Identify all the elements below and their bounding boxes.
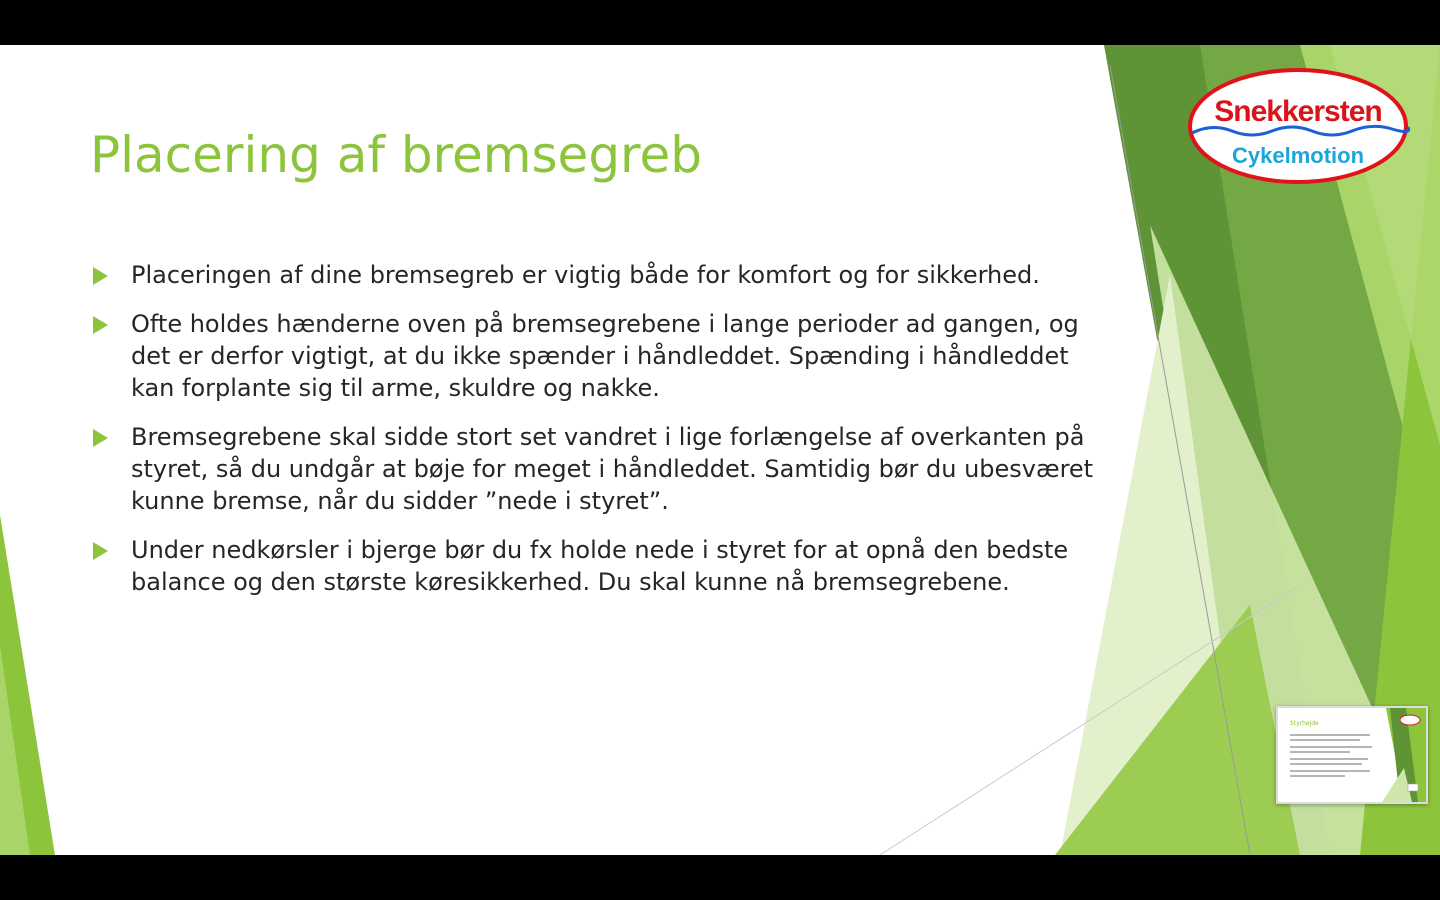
bullet-text: Bremsegrebene skal sidde stort set vandret i lige forlængelse af overkanten på styret, så du undgår at bøje for meget i håndleddet. Samtidig bør du ubesværet kunne bremse, når du sidder ”nede i styret”. [131,423,1094,515]
bullet-item [90,534,1100,598]
slide-title: Placering af bremsegreb [90,126,703,184]
thumbnail-text-line [1290,758,1368,760]
logo-text-snekkersten: Snekkersten [1214,95,1382,128]
triangle-bullet-icon [93,542,108,560]
next-slide-thumbnail[interactable] [1276,706,1428,804]
slide [0,45,1440,855]
triangle-bullet-icon [93,316,108,334]
thumbnail-text-line [1290,775,1345,777]
thumbnail-text-line [1290,763,1362,765]
thumbnail-text-line [1290,770,1370,772]
bullet-item [90,421,1100,517]
bullet-item [90,259,1100,291]
bullet-text: Ofte holdes hænderne oven på bremsegrebene i lange perioder ad gangen, og det er derfor vigtigt, at du ikke spænder i håndleddet. Spænding i håndleddet kan forplante sig til arme, skuldre og nakke. [131,310,1079,402]
bullet-text: Placeringen af dine bremsegreb er vigtig både for komfort og for sikkerhed. [131,261,1040,289]
triangle-bullet-icon [93,429,108,447]
thumbnail-text-line [1290,739,1360,741]
bullet-list [90,259,1100,615]
thumbnail-text-line [1290,746,1372,748]
thumbnail-title: Styrhøjde [1290,720,1319,727]
thumbnail-text-line [1290,734,1370,736]
club-logo [1186,67,1410,185]
bullet-item [90,308,1100,404]
bullet-text: Under nedkørsler i bjerge bør du fx holde nede i styret for at opnå den bedste balance og den største køresikkerhed. Du skal kunne nå bremsegrebene. [131,536,1069,596]
triangle-bullet-icon [93,267,108,285]
thumbnail-text-line [1290,751,1350,753]
logo-text-cykelmotion: Cykelmotion [1231,143,1365,168]
